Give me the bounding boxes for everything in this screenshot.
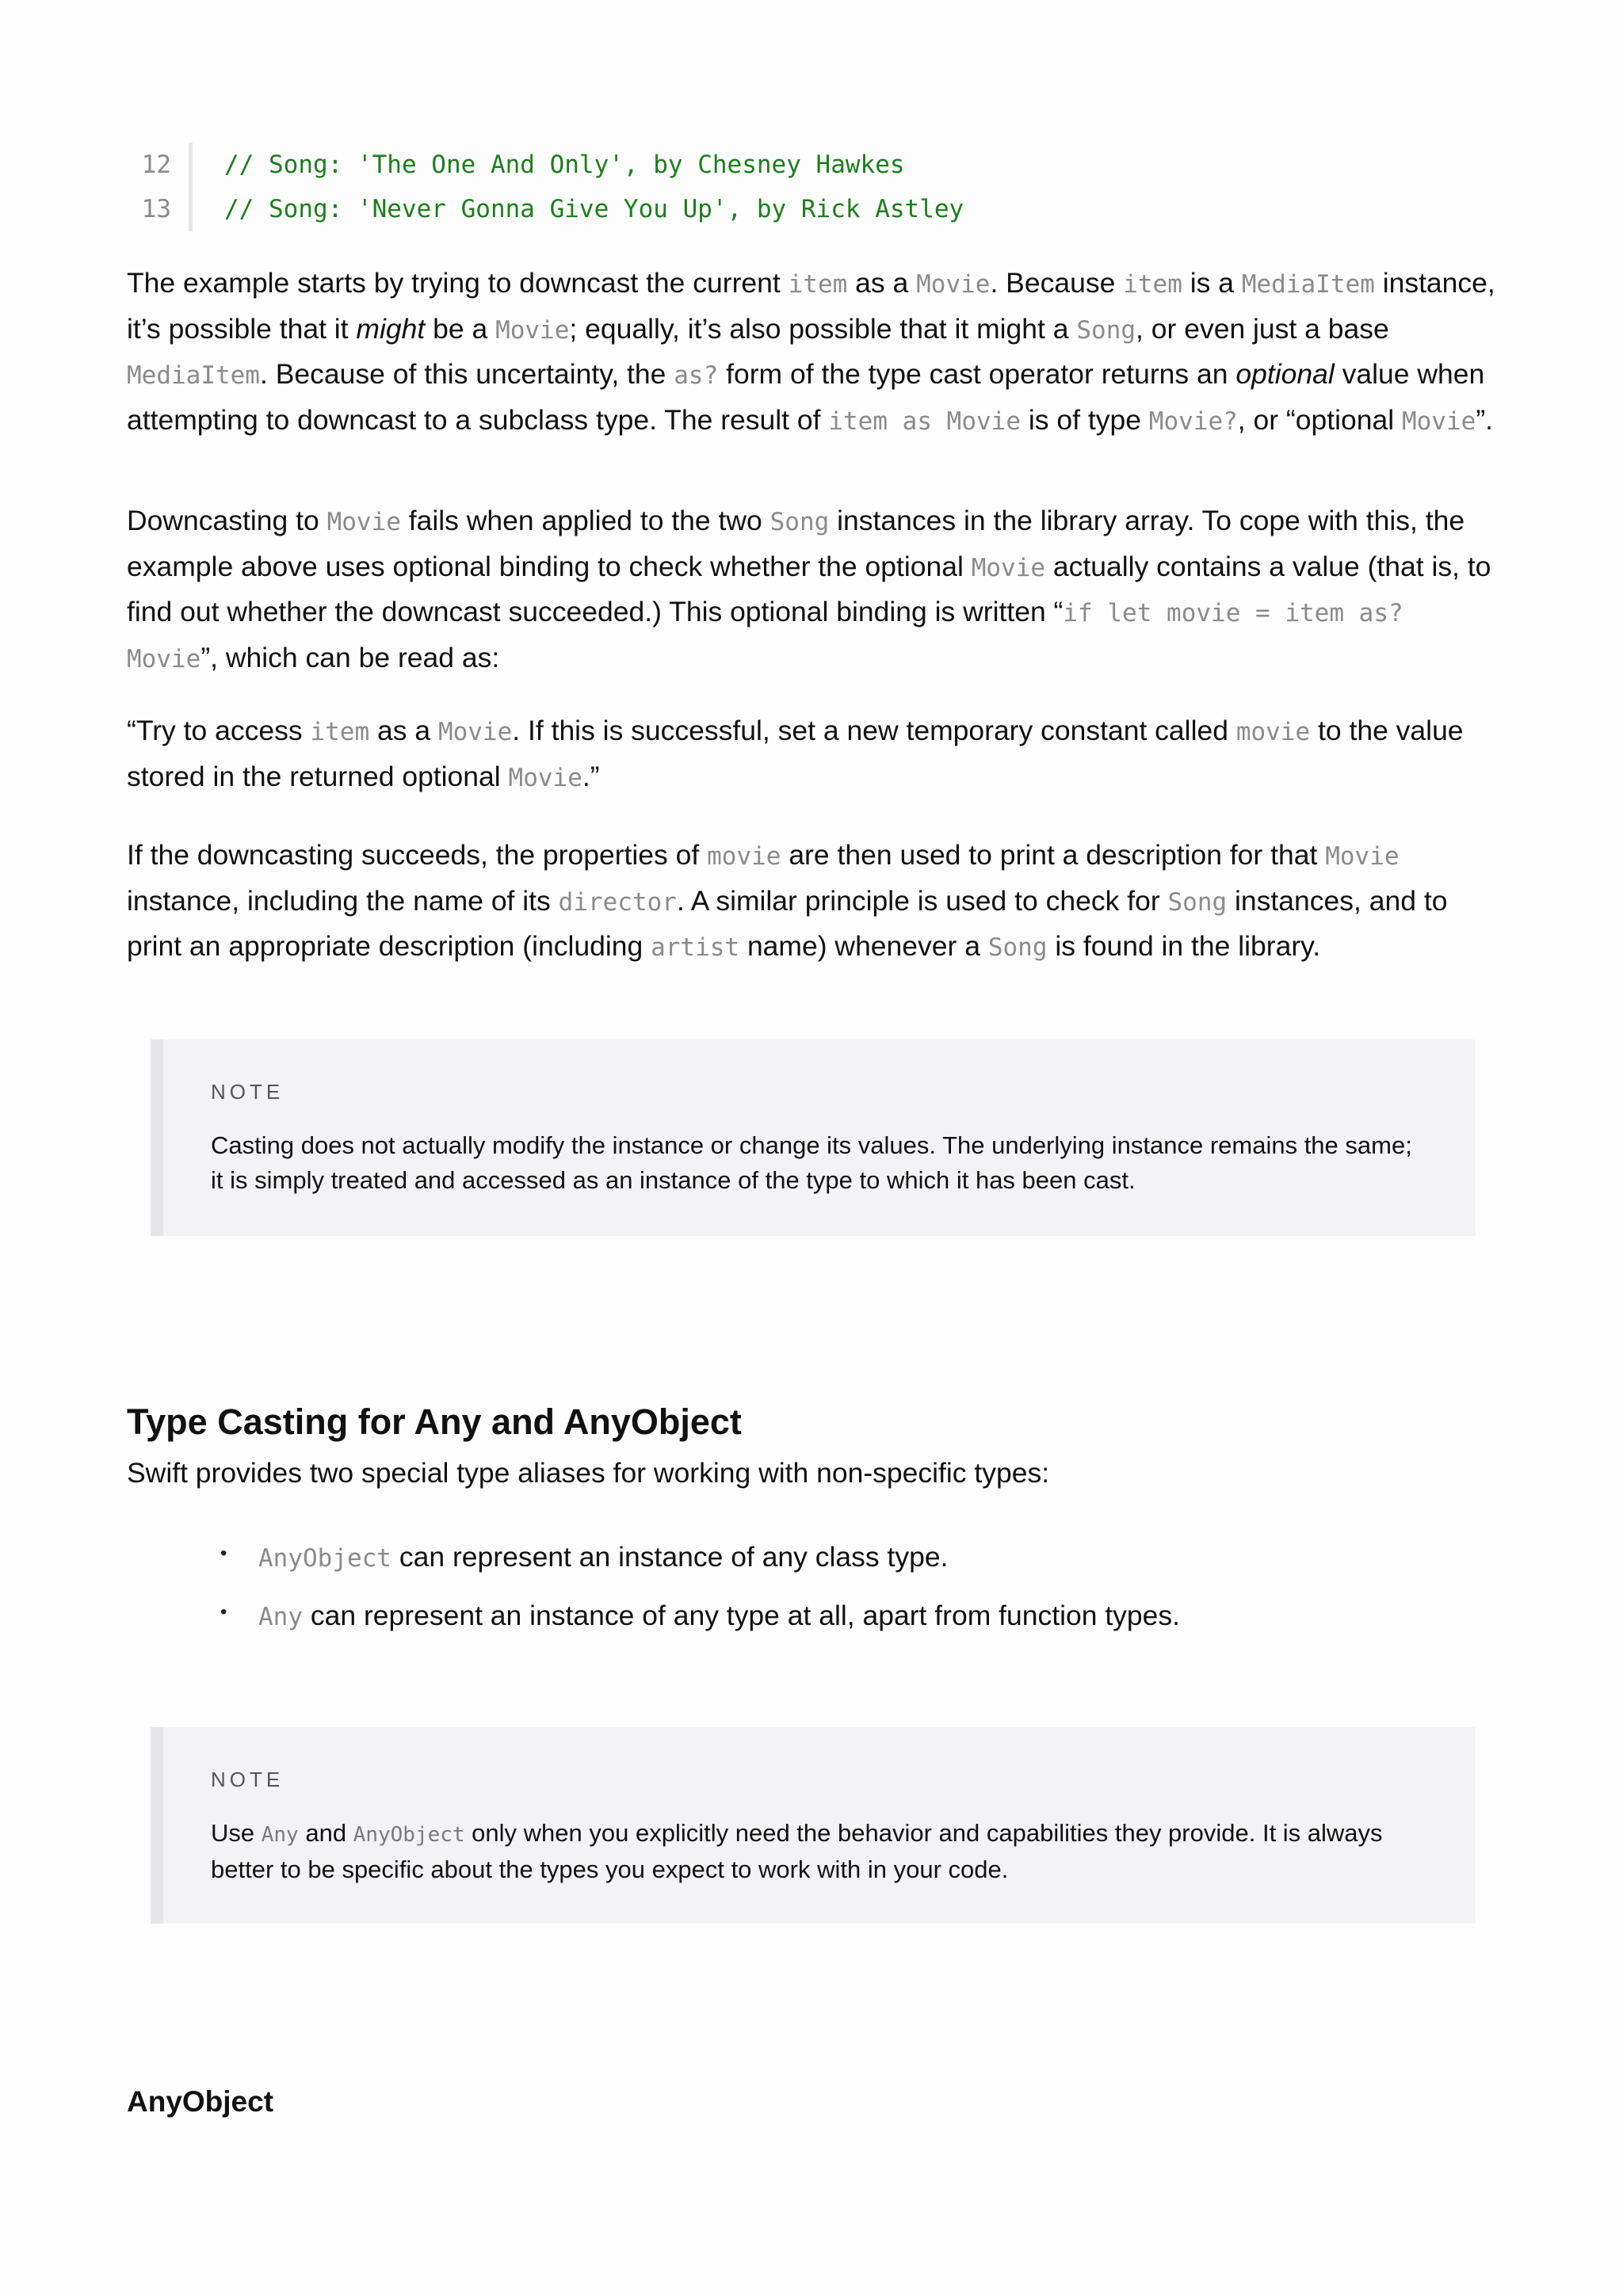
inline-code: Movie	[508, 763, 582, 792]
inline-code: movie	[707, 842, 781, 871]
note-box	[151, 1727, 1476, 1924]
emphasis: optional	[1235, 358, 1335, 390]
inline-code: Song	[769, 508, 830, 536]
inline-code: Any	[258, 1603, 303, 1631]
note-box	[151, 1039, 1476, 1236]
inline-code: item	[310, 718, 370, 746]
inline-code: Song	[987, 933, 1048, 962]
inline-code: if let movie = item as? Movie	[127, 599, 1403, 673]
note-title: NOTE	[211, 1080, 285, 1104]
section-title: Type Casting for Any and AnyObject	[127, 1402, 742, 1442]
inline-code: item as Movie	[828, 406, 1021, 436]
inline-code: artist	[651, 933, 740, 962]
bullet-list	[222, 1537, 1490, 1654]
inline-code: item	[1123, 270, 1182, 299]
inline-code: movie	[1235, 718, 1311, 746]
inline-code: Movie	[916, 270, 991, 299]
paragraph-optional-binding: Downcasting to Movie fails when applied to the two Song instances in the library array. To cope with this, the example above uses optional binding to check whether the optional Movie actually contains a value (that is, to find out whether the downcast succeeded.) This optional binding is written “if let movie = item as? Movie”, which can be read as:	[127, 505, 1491, 673]
code-listing	[127, 143, 1474, 231]
inline-code: Song	[1076, 315, 1136, 345]
code-line	[127, 187, 1474, 231]
section-intro: Swift provides two special type aliases for working with non-specific types:	[127, 1457, 1050, 1489]
inline-code: Movie	[1325, 842, 1400, 871]
code-line	[127, 143, 1474, 187]
inline-code: Movie	[1401, 406, 1476, 436]
note-text: Use Any and AnyObject only when you explicitly need the behavior and capabilities they provide. It is always better to be specific about the types you expect to work with in your code.	[211, 1819, 1383, 1883]
line-number: 12	[127, 143, 193, 187]
paragraph-downcast-success: If the downcasting succeeds, the properties of movie are then used to print a description for that Movie instance, including the name of its director. A similar principle is used to check for Song instances, and to print an appropriate description (including artist name) whenever a Song is found in the library.	[127, 839, 1448, 962]
line-number: 13	[127, 187, 193, 231]
bullet-icon: •	[220, 1601, 227, 1623]
inline-code: director	[558, 887, 677, 917]
note-title: NOTE	[211, 1768, 285, 1791]
inline-code: item	[788, 270, 848, 299]
code-comment: // Song: 'The One And Only', by Chesney Hawkes	[224, 151, 905, 179]
inline-code: AnyObject	[353, 1823, 465, 1847]
inline-code: AnyObject	[258, 1544, 391, 1573]
paragraph-downcast-intro: The example starts by trying to downcast the current item as a Movie. Because item is a MediaItem instance, it’s possible that it might be a Movie; equally, it’s also possible that it might a Song, or even just a base MediaItem. Because of this uncertainty, the as? form of the type cast operator returns an optional value when attempting to downcast to a subclass type. The result of item as Movie is of type Movie?, or “optional Movie”.	[127, 267, 1495, 436]
list-item: • Any can represent an instance of any type at all, apart from function types.	[222, 1596, 1490, 1654]
inline-code: Movie	[327, 508, 401, 536]
inline-code: Movie	[495, 315, 570, 345]
paragraph-quote: “Try to access item as a Movie. If this is successful, set a new temporary constant called movie to the value stored in the returned optional Movie.”	[127, 715, 1464, 792]
inline-code: Any	[261, 1823, 299, 1847]
inline-code: Movie?	[1148, 406, 1238, 436]
subsection-title: AnyObject	[127, 2085, 274, 2118]
inline-code: MediaItem	[1241, 270, 1375, 299]
note-text: Casting does not actually modify the instance or change its values. The underlying instance remains the same; it is simply treated and accessed as an instance of the type to which it has been cast.	[211, 1131, 1412, 1194]
emphasis: might	[356, 312, 426, 345]
code-comment: // Song: 'Never Gonna Give You Up', by Rick Astley	[224, 195, 964, 223]
list-item: • AnyObject can represent an instance of any class type.	[222, 1537, 1490, 1596]
inline-code: as?	[674, 361, 719, 390]
inline-code: MediaItem	[127, 361, 260, 390]
inline-code: Movie	[437, 718, 513, 746]
bullet-icon: •	[220, 1543, 227, 1564]
inline-code: Song	[1167, 887, 1228, 917]
inline-code: Movie	[971, 553, 1046, 582]
